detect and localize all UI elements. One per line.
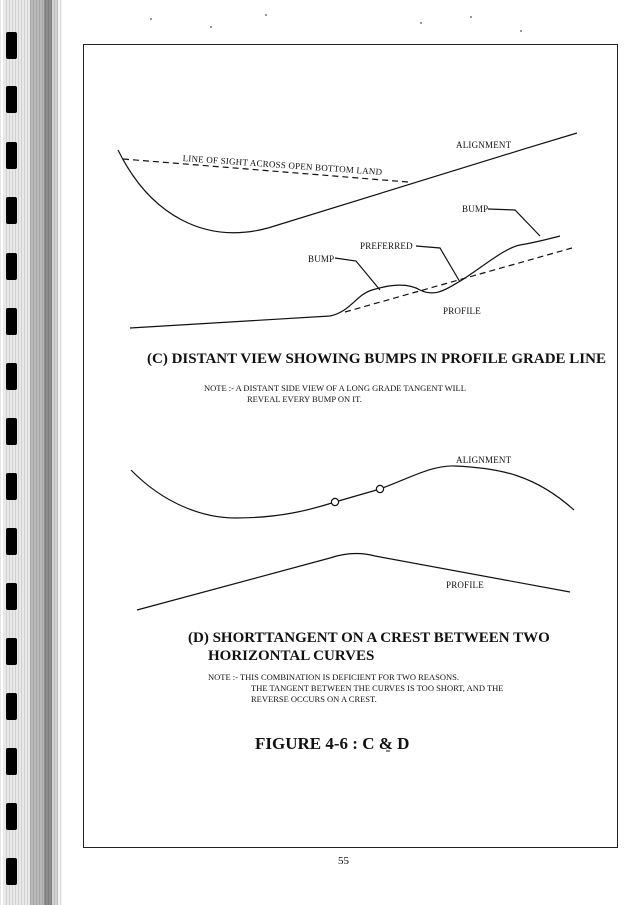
- fig-c-bump-leader-left: [335, 258, 380, 290]
- fig-d-curve-point-right: [376, 485, 383, 492]
- fig-c-bump-label-left: BUMP: [308, 254, 335, 264]
- fig-c-bump-label-right: BUMP: [462, 204, 489, 214]
- page-number: 55: [338, 855, 349, 867]
- fig-d-alignment-curve: [131, 466, 574, 518]
- fig-c-alignment-label: ALIGNMENT: [456, 140, 512, 150]
- fig-c-preferred-leader: [416, 246, 460, 282]
- fig-d-profile-label: PROFILE: [446, 580, 484, 590]
- fig-d-note-line1: NOTE :- THIS COMBINATION IS DEFICIENT FOR TWO REASONS.: [208, 672, 459, 682]
- figure-caption: FIGURE 4-6 : C & D: [255, 734, 410, 753]
- fig-d-profile-crest: [137, 554, 570, 610]
- fig-c-note-line1: NOTE :- A DISTANT SIDE VIEW OF A LONG GRADE TANGENT WILL: [204, 383, 466, 393]
- fig-c-preferred-label: PREFERRED: [360, 241, 413, 251]
- fig-d-heading-line2: HORIZONTAL CURVES: [208, 648, 375, 664]
- fig-c-profile-line: [130, 236, 560, 328]
- fig-d-note-line3: REVERSE OCCURS ON A CREST.: [251, 694, 377, 704]
- fig-d-heading-line1: (D) SHORTTANGENT ON A CREST BETWEEN TWO: [188, 630, 550, 646]
- fig-c-heading: (C) DISTANT VIEW SHOWING BUMPS IN PROFILE GRADE LINE: [147, 351, 606, 367]
- fig-c-note-line2: REVEAL EVERY BUMP ON IT.: [247, 394, 362, 404]
- fig-c-profile-label: PROFILE: [443, 306, 481, 316]
- fig-c-line-of-sight-label: LINE OF SIGHT ACROSS OPEN BOTTOM LAND: [182, 153, 383, 177]
- fig-d-curve-point-left: [331, 498, 338, 505]
- fig-d-alignment-label: ALIGNMENT: [456, 455, 512, 465]
- fig-d-note-line2: THE TANGENT BETWEEN THE CURVES IS TOO SHORT, AND THE: [251, 683, 504, 693]
- fig-c-bump-leader-right: [488, 209, 540, 236]
